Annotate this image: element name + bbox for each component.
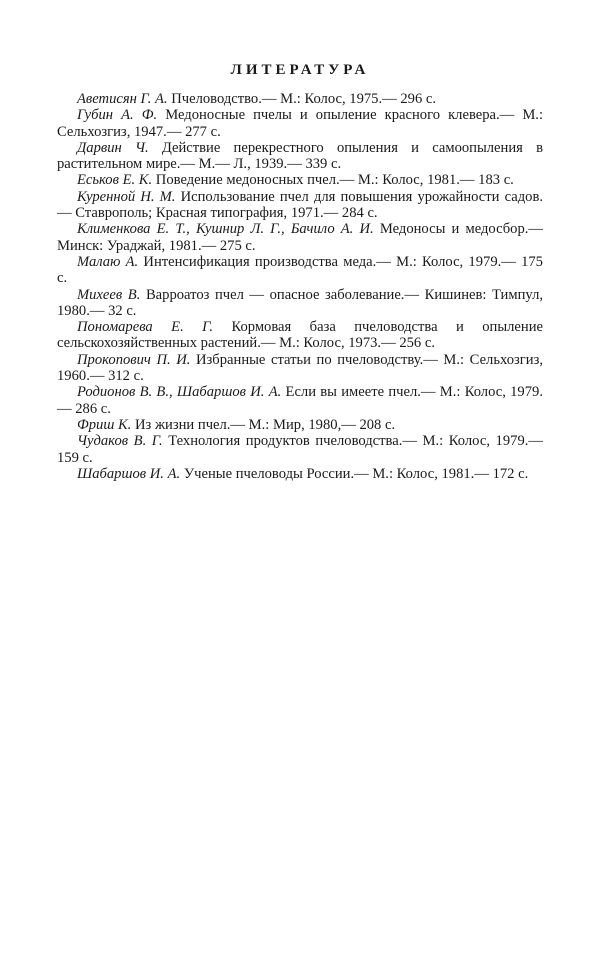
reference-entry xyxy=(57,384,543,417)
reference-entry xyxy=(57,287,543,320)
reference-entry xyxy=(57,466,543,482)
reference-text: Медоносы и медосбор.— Минск: Ураджай, 1981.— 275 с. xyxy=(57,221,543,254)
reference-author: Родионов В. В., Шабаршов И. А. xyxy=(77,384,282,401)
reference-entry xyxy=(57,319,543,352)
reference-entry xyxy=(57,189,543,222)
reference-text: Ученые пчеловоды России.— М.: Колос, 1981.— 172 с. xyxy=(183,465,529,482)
reference-text: Избранные статьи по пчеловодству.— М.: Сельхозгиз, 1960.— 312 с. xyxy=(57,351,544,385)
reference-entry xyxy=(57,172,543,188)
reference-author: Чудаков В. Г. xyxy=(77,433,163,450)
reference-text: Кормовая база пчеловодства и опыление сельскохозяйственных растений.— М.: Колос, 1973.— 256 с. xyxy=(57,319,543,352)
reference-text: Если вы имеете пчел.— М.: Колос, 1979.— 286 с. xyxy=(57,384,543,417)
reference-text: Поведение медоносных пчел.— М.: Колос, 1981.— 183 с. xyxy=(155,172,514,189)
reference-text: Технология продуктов пчеловодства.— М.: Колос, 1979.— 159 с. xyxy=(57,433,543,466)
reference-text: Пчеловодство.— М.: Колос, 1975.— 296 с. xyxy=(171,91,437,107)
reference-text: Медоносные пчелы и опыление красного клевера.— М.: Сельхозгиз, 1947.— 277 с. xyxy=(57,107,543,140)
reference-entry xyxy=(57,352,543,385)
reference-author: Клименкова Е. Т., Кушнир Л. Г., Бачило А. И. xyxy=(77,221,374,238)
reference-author: Шабаршов И. А. xyxy=(77,465,181,482)
reference-entry xyxy=(57,433,543,466)
reference-author: Дарвин Ч. xyxy=(77,139,149,156)
reference-entry xyxy=(57,417,543,433)
reference-author: Куренной Н. М. xyxy=(77,188,176,205)
reference-author: Губин А. Ф. xyxy=(77,107,158,124)
reference-author: Пономарева Е. Г. xyxy=(77,319,213,336)
reference-entry xyxy=(57,107,543,140)
reference-text: Варроатоз пчел — опасное заболевание.— Кишинев: Тимпул, 1980.— 32 с. xyxy=(57,286,543,319)
reference-entry xyxy=(57,140,543,173)
reference-text: Интенсификация производства меда.— М.: Колос, 1979.— 175 с. xyxy=(57,253,543,287)
reference-entry xyxy=(57,254,543,287)
reference-text: Использование пчел для повышения урожайности садов.— Ставрополь; Красная типография, 1971.— 284 с. xyxy=(57,188,543,222)
reference-author: Малаю А. xyxy=(77,253,139,270)
reference-list xyxy=(57,91,543,482)
reference-author: Еськов Е. К. xyxy=(77,172,153,189)
reference-entry xyxy=(57,221,543,254)
reference-author: Михеев В. xyxy=(77,286,141,303)
reference-author: Аветисян Г. А. xyxy=(77,91,168,107)
reference-text: Действие перекрестного опыления и самоопыления в растительном мире.— М.— Л., 1939.— 339 с. xyxy=(57,139,543,173)
reference-text: Из жизни пчел.— М.: Мир, 1980,— 208 с. xyxy=(135,416,396,433)
reference-entry xyxy=(57,91,543,107)
reference-author: Фриш К. xyxy=(77,416,132,433)
page-heading: ЛИТЕРАТУРА xyxy=(230,62,370,78)
reference-author: Прокопович П. И. xyxy=(77,351,191,368)
